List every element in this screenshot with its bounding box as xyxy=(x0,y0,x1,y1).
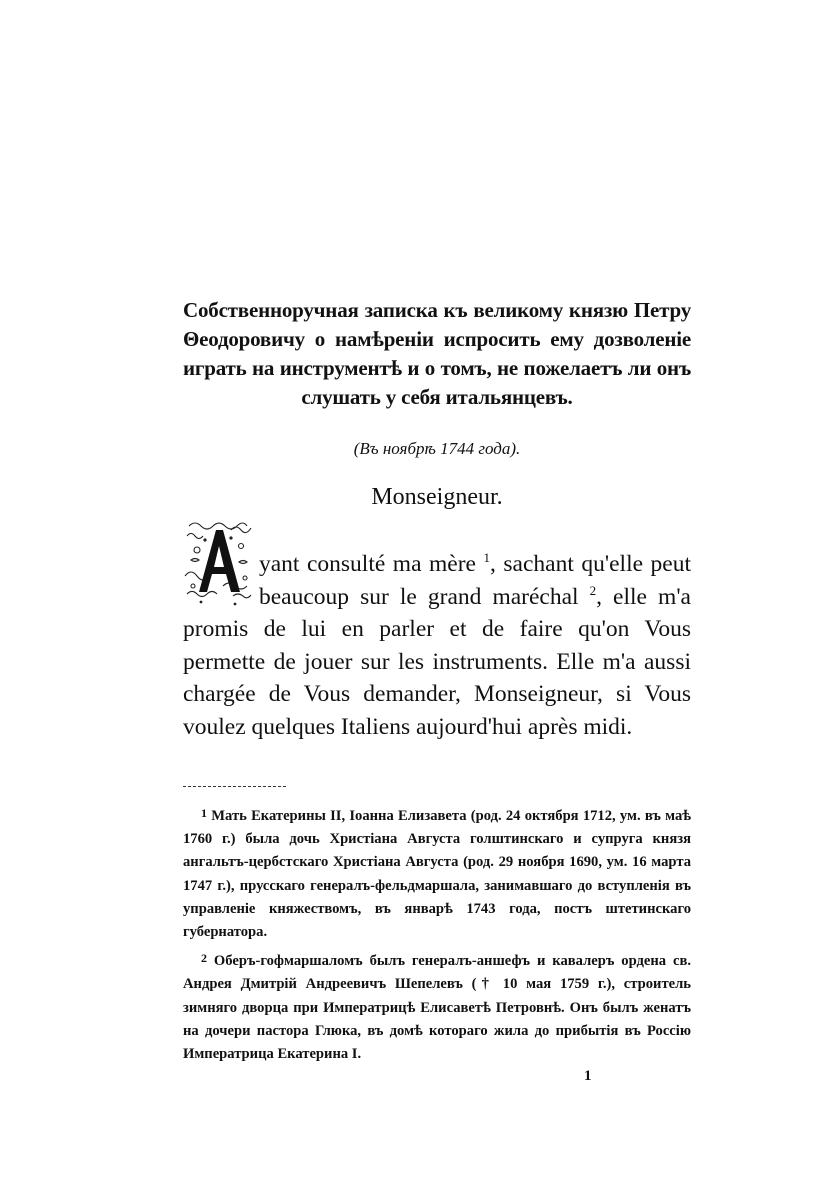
document-title: Собственноручная записка къ великому князю Петру Θеодоровичу о намѣреніи испросить ему дозволеніе играть на инструментѣ и о томъ, не пожелаетъ ли онъ слушать у себя итальянцевъ. xyxy=(183,298,691,409)
letter-paragraph xyxy=(183,512,691,743)
footnote-text: Мать Екатерины II, Іоанна Елизавета (род. 24 октября 1712, ум. въ маѣ 1760 г.) была дочь Христіана Августа голштинскаго и супруга князя ангальтъ-цербстскаго Христіана Августа (род. 29 ноября 1690, ум. 16 марта 1747 г.), прусскаго генералъ-фельдмаршала, занимавшаго до вступленія въ управленіе княжествомъ, въ январѣ 1743 года, постъ штетинскаго губернатора. xyxy=(183,808,691,941)
footnote-text: Оберъ-гофмаршаломъ былъ генералъ-аншефъ и кавалеръ ордена св. Андрея Дмитрій Андреевичъ Шепелевъ († 10 мая 1759 г.), строитель зимняго дворца при Императрицѣ Елисаветѣ Петровнѣ. Онъ былъ женатъ на дочери пастора Глюка, въ домѣ котораго жила до прибытія въ Россію Императрица Екатерина I. xyxy=(183,953,691,1063)
footnote-2 xyxy=(183,947,691,1066)
letter-body xyxy=(183,512,691,743)
footnote-ref-2[interactable]: 2 xyxy=(589,582,597,598)
body-part-1: yant consulté ma mère xyxy=(259,551,484,577)
document-date: (Въ ноябрѣ 1744 года). xyxy=(353,439,521,458)
salutation: Monseigneur. xyxy=(371,484,503,510)
footnote-separator xyxy=(183,786,286,787)
page-number: 1 xyxy=(584,1068,592,1084)
footnote-1 xyxy=(183,802,691,944)
ornamental-dropcap xyxy=(183,516,253,608)
footnotes xyxy=(183,802,691,1069)
body-part-2: , sachant qu'elle peut beaucoup sur le grand maréchal xyxy=(259,551,692,610)
footnote-number: 2 xyxy=(201,951,207,966)
footnote-ref-1[interactable]: 1 xyxy=(483,550,491,565)
body-part-3: , elle m'a promis de lui en parler et de faire qu'on Vous permette de jouer sur les instruments. Elle m'a aussi chargée de Vous demander, Monseigneur, si Vous voulez quelques Italiens aujourd'hui après midi. xyxy=(183,583,691,740)
footnote-number: 1 xyxy=(201,806,207,820)
